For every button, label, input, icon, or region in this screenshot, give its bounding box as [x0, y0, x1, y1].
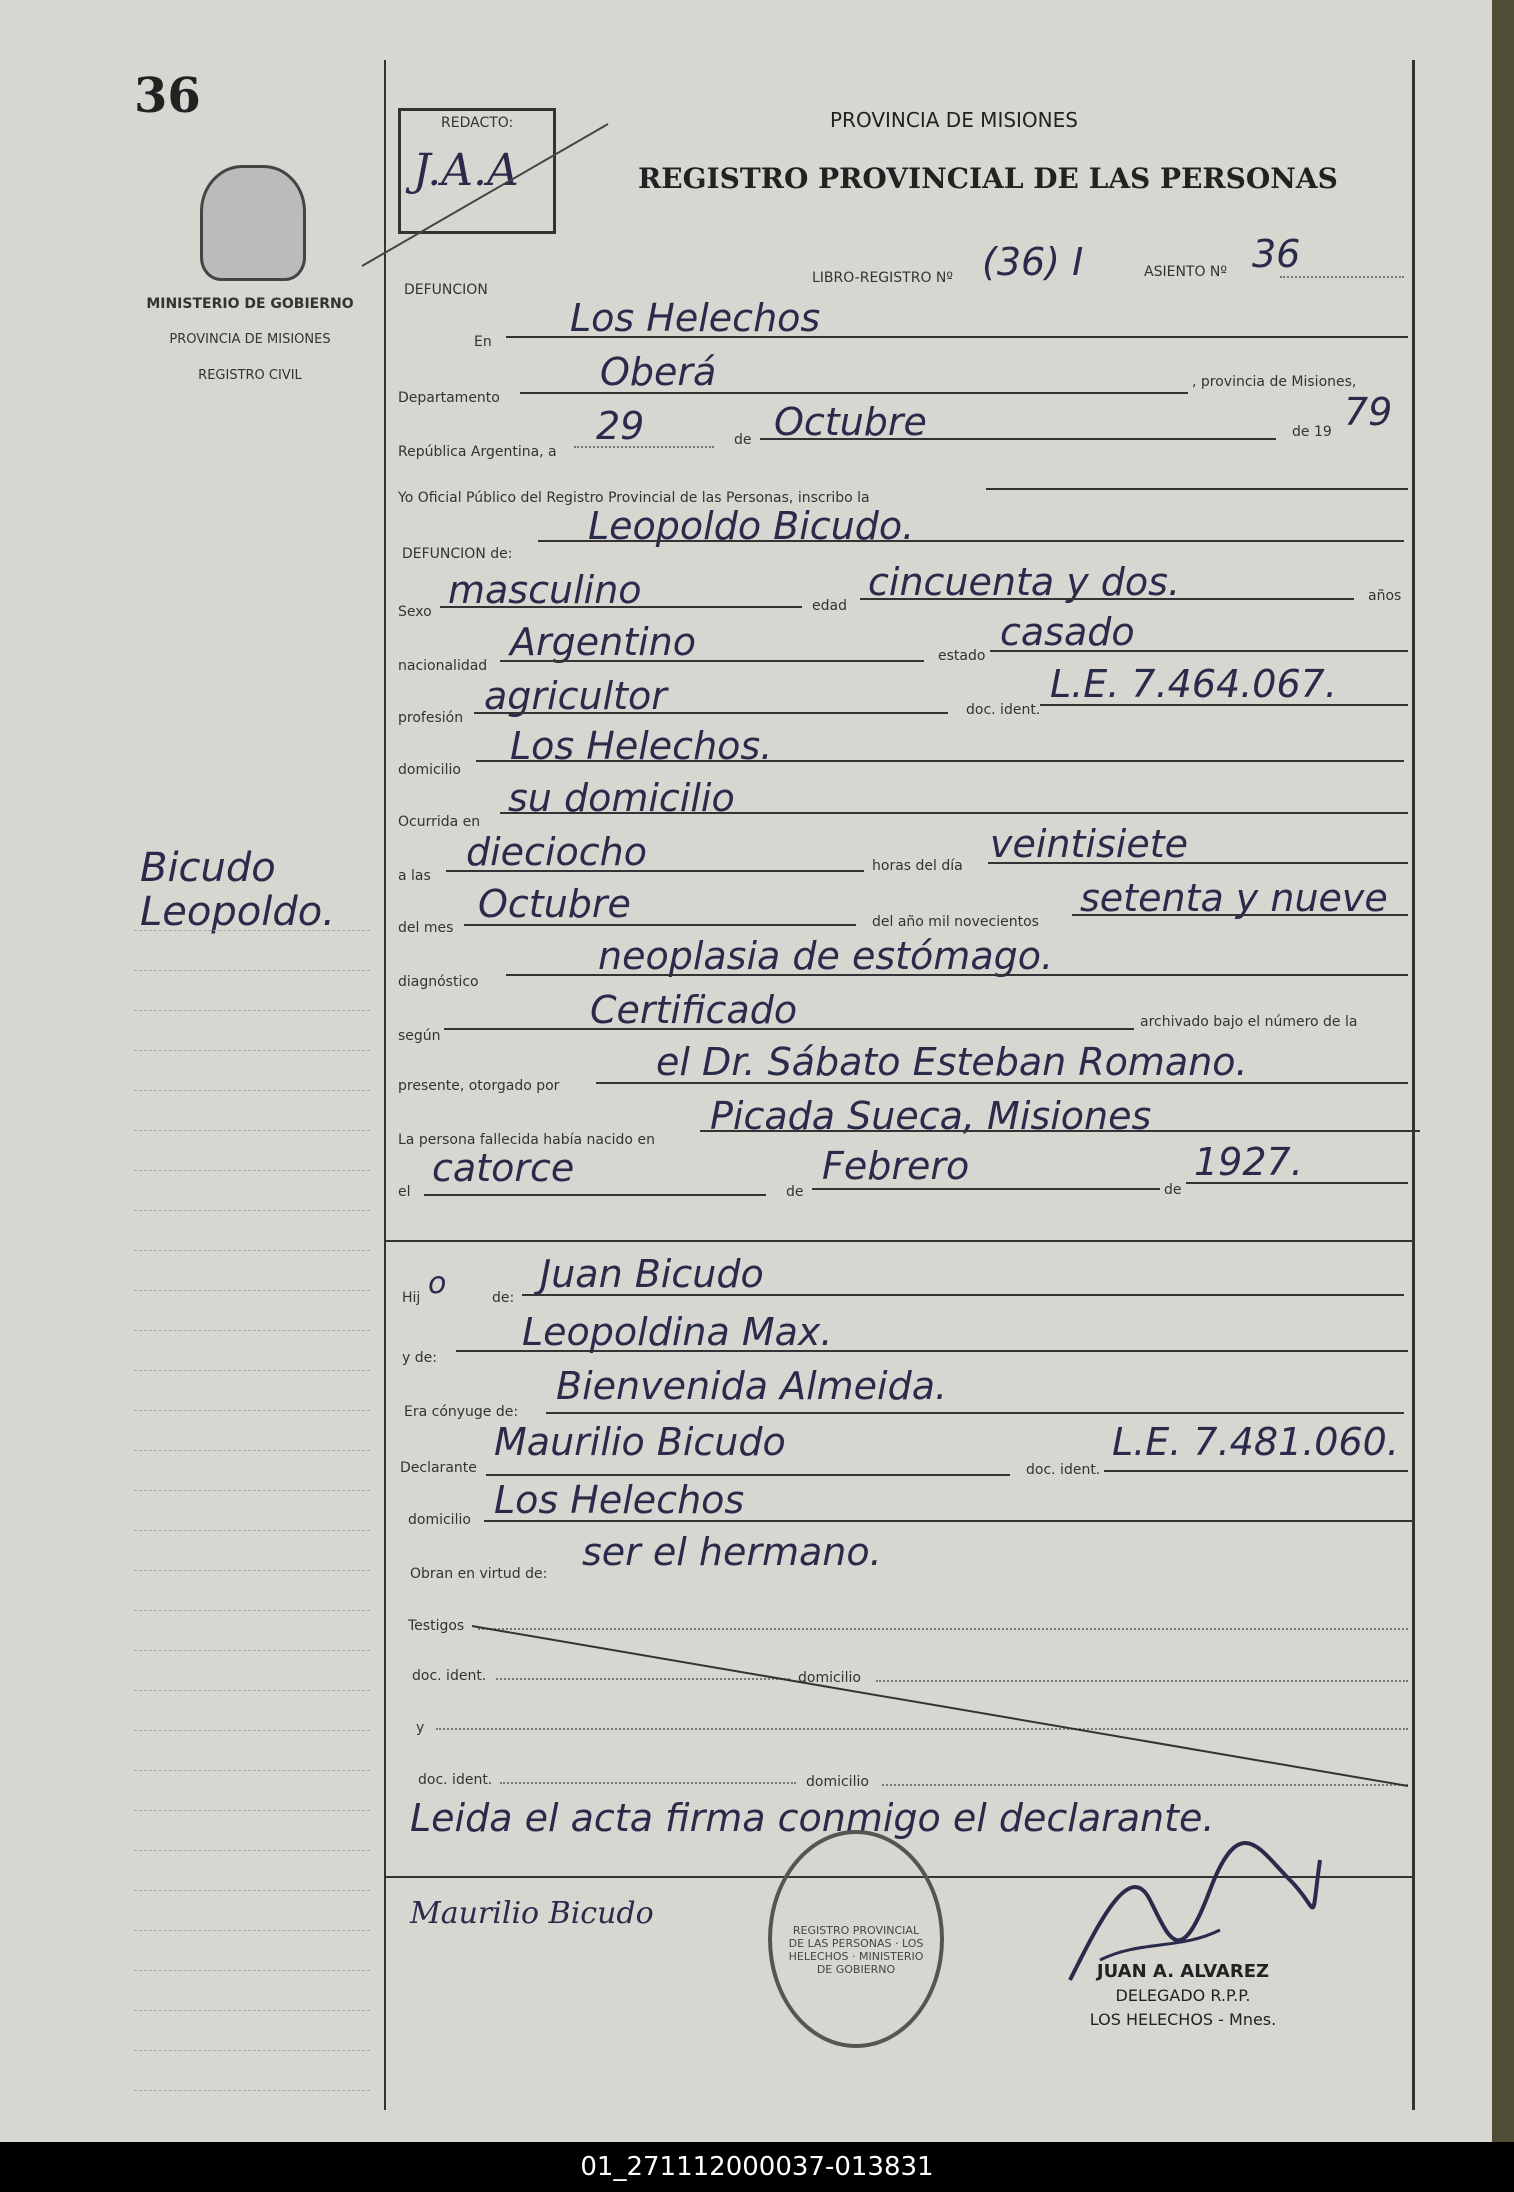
- nac-de2-label: de: [1164, 1182, 1182, 1198]
- sexo-value: masculino: [448, 568, 642, 612]
- page-number: 36: [134, 68, 201, 124]
- margin-rule-line: [134, 2090, 370, 2091]
- seal-text: REGISTRO PROVINCIAL DE LAS PERSONAS · LOS HELECHOS · MINISTERIO DE GOBIERNO: [788, 1924, 924, 1976]
- segun-value: Certificado: [590, 988, 798, 1032]
- official-name: JUAN A. ALVAREZ: [1096, 1961, 1270, 1982]
- defuncion-de-label: DEFUNCION de:: [402, 546, 513, 562]
- mother-de-label: y de:: [402, 1350, 437, 1366]
- name-line: [538, 540, 1404, 542]
- declarant-signature: Maurilio Bicudo: [410, 1896, 654, 1931]
- libro-value: (36) I: [982, 240, 1084, 284]
- mother-line: [456, 1350, 1408, 1352]
- nacido-line: [700, 1130, 1420, 1132]
- declarante-label: Declarante: [400, 1460, 477, 1476]
- diagnostico-line: [506, 974, 1408, 976]
- el-label: el: [398, 1184, 411, 1200]
- mes-label: del mes: [398, 920, 454, 936]
- domicilio-value: Los Helechos.: [510, 724, 773, 768]
- presente-value: el Dr. Sábato Esteban Romano.: [656, 1040, 1248, 1084]
- alas-line: [446, 870, 864, 872]
- margin-rule-line: [134, 1690, 370, 1691]
- closing-text: Leida el acta firma conmigo el declarante.: [410, 1796, 1215, 1840]
- redacto-slash: [360, 120, 610, 270]
- en-line: [506, 336, 1408, 338]
- estado-label: estado: [938, 648, 986, 664]
- edad-label: edad: [812, 598, 847, 614]
- anio-label: del año mil novecientos: [872, 914, 1039, 930]
- nac-year-value: 1927.: [1194, 1140, 1303, 1184]
- nac-year-line: [1186, 1182, 1408, 1184]
- obran-value: ser el hermano.: [582, 1530, 882, 1574]
- margin-rule-line: [134, 1050, 370, 1051]
- decl-dom-value: Los Helechos: [494, 1478, 745, 1522]
- horas-line: [988, 862, 1408, 864]
- horas-label: horas del día: [872, 858, 963, 874]
- margin-rule-line: [134, 1410, 370, 1411]
- mes-line: [464, 924, 856, 926]
- ministry-line-1: MINISTERIO DE GOBIERNO: [146, 296, 354, 312]
- obran-label: Obran en virtud de:: [410, 1566, 548, 1582]
- ministry-line-3: REGISTRO CIVIL: [198, 368, 302, 383]
- nacido-value: Picada Sueca, Misiones: [710, 1094, 1152, 1138]
- doc-label: doc. ident.: [966, 702, 1041, 718]
- nacido-label: La persona fallecida había nacido en: [398, 1132, 655, 1148]
- margin-rule-line: [134, 1890, 370, 1891]
- year-value: 79: [1344, 390, 1393, 434]
- provincia-suffix: , provincia de Misiones,: [1192, 374, 1357, 390]
- nac-de-label: de: [786, 1184, 804, 1200]
- margin-rule-line: [134, 1450, 370, 1451]
- official-stamp: [1038, 1960, 1328, 2032]
- month-value: Octubre: [774, 400, 927, 444]
- margin-rule-line: [134, 1010, 370, 1011]
- mes-value: Octubre: [478, 882, 631, 926]
- margin-note-line-2: Leopoldo.: [140, 889, 335, 935]
- doc-value: L.E. 7.464.067.: [1050, 662, 1337, 706]
- oficial-text: Yo Oficial Público del Registro Provincial de las Personas, inscribo la: [398, 490, 870, 506]
- margin-rule-line: [134, 930, 370, 931]
- nac-day-value: catorce: [432, 1146, 575, 1190]
- decl-doc-line: [1104, 1470, 1408, 1472]
- margin-rule-line: [134, 1970, 370, 1971]
- ocurrida-value: su domicilio: [508, 776, 735, 820]
- margin-rule-line: [134, 1330, 370, 1331]
- deceased-name: Leopoldo Bicudo.: [588, 504, 915, 548]
- margin-rule-line: [134, 1490, 370, 1491]
- margin-rule-line: [134, 1930, 370, 1931]
- anio-line: [1072, 914, 1408, 916]
- province-coat-of-arms-icon: [200, 165, 306, 281]
- t-doc-label: doc. ident.: [412, 1668, 487, 1684]
- margin-rule-line: [134, 1730, 370, 1731]
- conyuge-label: Era cónyuge de:: [404, 1404, 519, 1420]
- testigos-label: Testigos: [408, 1618, 465, 1634]
- alas-value: dieciocho: [466, 830, 647, 874]
- margin-rule-line: [134, 1530, 370, 1531]
- hij-label: Hij: [402, 1290, 421, 1306]
- margin-rule-line: [134, 2010, 370, 2011]
- section-separator-1: [384, 1240, 1412, 1242]
- margin-rule-line: [134, 1210, 370, 1211]
- month-line: [760, 438, 1276, 440]
- decl-dom-line: [484, 1520, 1412, 1522]
- margin-rule-line: [134, 1290, 370, 1291]
- libro-label: LIBRO-REGISTRO Nº: [812, 270, 953, 286]
- father-line: [522, 1294, 1404, 1296]
- registry-header: REGISTRO PROVINCIAL DE LAS PERSONAS: [638, 162, 1338, 195]
- nacionalidad-label: nacionalidad: [398, 658, 488, 674]
- decl-doc-value: L.E. 7.481.060.: [1112, 1420, 1399, 1464]
- decl-doc-label: doc. ident.: [1026, 1462, 1101, 1478]
- nacionalidad-line: [500, 660, 924, 662]
- registry-seal-stamp: [768, 1830, 944, 2048]
- profesion-label: profesión: [398, 710, 464, 726]
- ocurrida-line: [500, 812, 1408, 814]
- republica-label: República Argentina, a: [398, 444, 557, 460]
- presente-label: presente, otorgado por: [398, 1078, 560, 1094]
- margin-note: [140, 846, 335, 934]
- margin-rule: [384, 60, 386, 2110]
- estado-line: [990, 650, 1408, 652]
- nac-day-line: [424, 1194, 766, 1196]
- sexo-label: Sexo: [398, 604, 432, 620]
- margin-rule-line: [134, 1170, 370, 1171]
- margin-rule-line: [134, 1850, 370, 1851]
- testigos-strike: [470, 1620, 1410, 1790]
- margin-rule-line: [134, 1090, 370, 1091]
- ministry-line-2: PROVINCIA DE MISIONES: [169, 332, 331, 347]
- de19-label: de 19: [1292, 424, 1332, 440]
- doc-line: [1040, 704, 1408, 706]
- estado-value: casado: [1000, 610, 1135, 654]
- domicilio-line: [476, 760, 1404, 762]
- anio-value: setenta y nueve: [1080, 876, 1388, 920]
- day-value: 29: [596, 404, 645, 448]
- horas-value: veintisiete: [990, 822, 1188, 866]
- segun-label: según: [398, 1028, 441, 1044]
- diagnostico-value: neoplasia de estómago.: [598, 934, 1054, 978]
- departamento-line: [520, 392, 1188, 394]
- margin-rule-line: [134, 970, 370, 971]
- asiento-line: [1280, 276, 1404, 278]
- profesion-line: [474, 712, 948, 714]
- official-place: LOS HELECHOS - Mnes.: [1089, 2010, 1277, 2029]
- nac-month-line: [812, 1188, 1160, 1190]
- alas-label: a las: [398, 868, 431, 884]
- official-title: DELEGADO R.P.P.: [1115, 1986, 1251, 2005]
- departamento-value: Oberá: [600, 350, 717, 394]
- t2-dom-label: domicilio: [806, 1774, 869, 1790]
- y-label: y: [416, 1720, 425, 1736]
- de-label: de: [734, 432, 752, 448]
- edad-value: cincuenta y dos.: [868, 560, 1181, 604]
- redacto-label: REDACTO:: [441, 115, 514, 131]
- diagnostico-label: diagnóstico: [398, 974, 479, 990]
- day-line: [574, 446, 714, 448]
- province-header: PROVINCIA DE MISIONES: [830, 108, 1078, 132]
- mother-value: Leopoldina Max.: [522, 1310, 833, 1354]
- margin-note-line-1: Bicudo: [140, 845, 276, 891]
- anos-label: años: [1368, 588, 1402, 604]
- defuncion-title: DEFUNCION: [404, 282, 488, 298]
- margin-rule-line: [134, 1370, 370, 1371]
- redacto-value: J.A.A: [413, 145, 519, 196]
- conyuge-value: Bienvenida Almeida.: [556, 1364, 948, 1408]
- margin-rule-line: [134, 1570, 370, 1571]
- margin-rule-line: [134, 2050, 370, 2051]
- nacionalidad-value: Argentino: [510, 620, 696, 664]
- margin-rule-line: [134, 1770, 370, 1771]
- father-value: Juan Bicudo: [540, 1252, 764, 1296]
- decl-dom-label: domicilio: [408, 1512, 471, 1528]
- nac-month-value: Febrero: [822, 1144, 970, 1188]
- profesion-value: agricultor: [484, 674, 667, 718]
- presente-line: [596, 1082, 1408, 1084]
- margin-rule-line: [134, 1810, 370, 1811]
- en-label: En: [474, 334, 492, 350]
- declarante-line: [486, 1474, 1010, 1476]
- sexo-line: [440, 606, 802, 608]
- image-caption: 01_271112000037-013831: [0, 2142, 1514, 2192]
- margin-rule-line: [134, 1250, 370, 1251]
- conyuge-line: [546, 1412, 1404, 1414]
- right-border-rule: [1412, 60, 1415, 2110]
- edad-line: [860, 598, 1354, 600]
- departamento-label: Departamento: [398, 390, 500, 406]
- segun-line: [444, 1028, 1134, 1030]
- margin-rule-line: [134, 1610, 370, 1611]
- margin-rule-line: [134, 1650, 370, 1651]
- oficial-line: [986, 488, 1408, 490]
- margin-rule-line: [134, 1130, 370, 1131]
- t-dom-label: domicilio: [798, 1670, 861, 1686]
- ocurrida-label: Ocurrida en: [398, 814, 481, 830]
- asiento-label: ASIENTO Nº: [1144, 264, 1228, 280]
- hij-suffix: o: [428, 1266, 447, 1301]
- declarante-value: Maurilio Bicudo: [494, 1420, 786, 1464]
- father-de-label: de:: [492, 1290, 515, 1306]
- asiento-value: 36: [1252, 232, 1301, 276]
- t2-doc-label: doc. ident.: [418, 1772, 493, 1788]
- archivado-label: archivado bajo el número de la: [1140, 1014, 1358, 1030]
- en-value: Los Helechos: [570, 296, 821, 340]
- domicilio-label: domicilio: [398, 762, 461, 778]
